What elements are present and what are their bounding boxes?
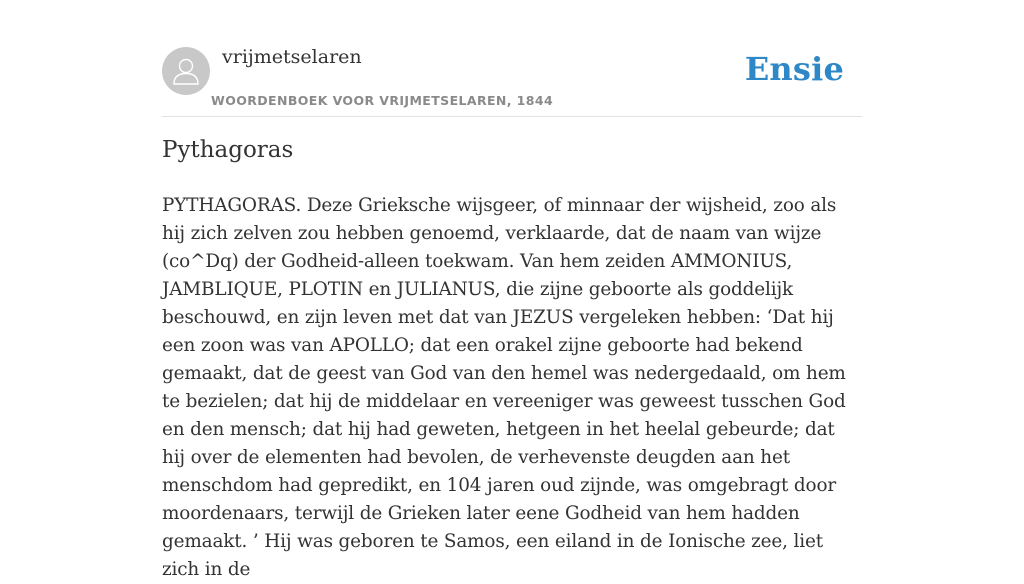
- page-container: [162, 0, 862, 580]
- entry-header: [162, 0, 862, 117]
- source-label[interactable]: WOORDENBOEK VOOR VRIJMETSELAREN, 1844: [211, 93, 554, 108]
- user-avatar-icon[interactable]: [162, 47, 210, 95]
- entry-text: PYTHAGORAS. Deze Grieksche wijsgeer, of minnaar der wijsheid, zoo als hij zich zelven zou hebben genoemd, verklaarde, dat de naam van wijze (co^Dq) der Godheid-alleen toekwam. Van hem zeiden AMMONIUS, JAMBLIQUE, PLOTIN en JULIANUS, die zijne geboorte als goddelijk beschouwd, en zijn leven met dat van JEZUS vergeleken hebben: ‘Dat hij een zoon was van APOLLO; dat een orakel zijne geboorte had bekend gemaakt, dat de geest van God van den hemel was nedergedaald, om hem te bezielen; dat hij de middelaar en vereeniger was geweest tusschen God en den mensch; dat hij had geweten, hetgeen in het heelal gebeurde; dat hij over de elementen had bevolen, de verhevenste deugden aan het menschdom had gepredikt, en 104 jaren oud zijnde, was omgebragt door moordenaars, terwijl de Grieken later eene Godheid van hem hadden gemaakt. ’ Hij was geboren te Samos, een eiland in de Ionische zee, liet zich in de: [162, 195, 846, 580]
- author-link[interactable]: vrijmetselaren: [222, 46, 362, 68]
- ensie-logo[interactable]: Ensie: [744, 50, 844, 88]
- page-title: Pythagoras: [162, 137, 294, 163]
